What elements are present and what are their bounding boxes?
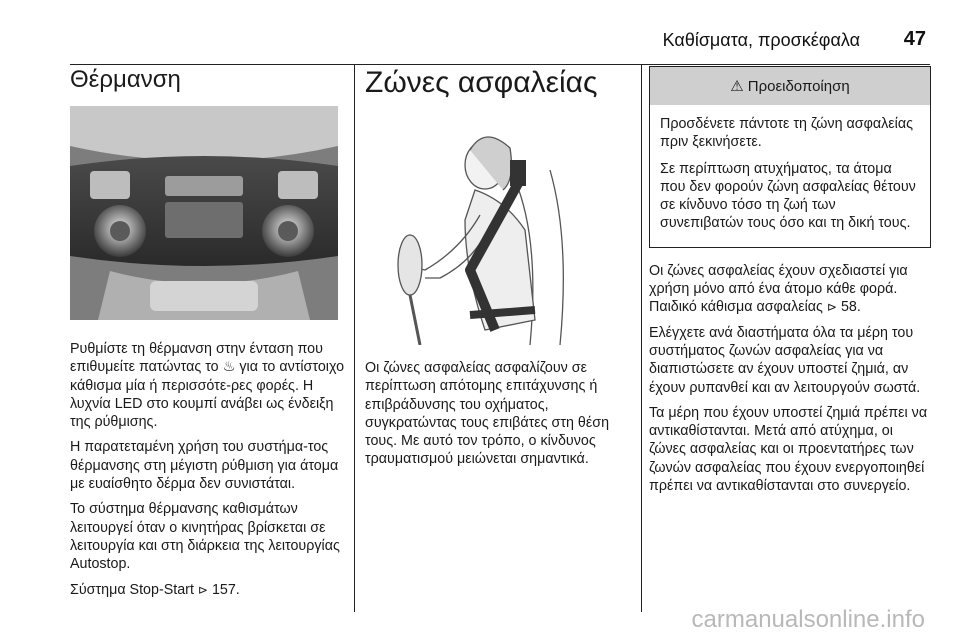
belt-replacement-text: Τα μέρη που έχουν υποστεί ζημιά πρέπει να αντικαθίστανται. Μετά από ατύχημα, οι ζώνες ασφαλείας και οι προεντατήρες των ζωνών ασφαλείας που έχουν ενεργοποιηθεί πρέπει να αντικαθίστανται στο συνεργείο. — [649, 404, 928, 495]
column-divider-2 — [641, 65, 642, 612]
reference-arrow-icon: ⊳ — [197, 582, 208, 597]
seat-belt-intro: Οι ζώνες ασφαλείας ασφαλίζουν σε περίπτωση απότομης επιτάχυνσης ή επιβράδυνσης του οχήματος, συγκρατώντας τους επιβάτες στη θέση τους. Με αυτό τον τρόπο, ο κίνδυνος τραυματισμού μειώνεται σημαντικά. — [365, 360, 610, 468]
reference-page[interactable]: 58. — [840, 299, 861, 316]
warning-title: Προειδοποίηση — [747, 77, 850, 95]
warning-box — [649, 66, 931, 248]
belt-inspection-text: Ελέγχετε ανά διαστήματα όλα τα μέρη του συστήματος ζωνών ασφαλείας για να διαπιστώσετε αν έχουν υποστεί ζημιά, αν έχουν ρυπανθεί και αν λειτουργούν σωστά. — [649, 324, 921, 396]
warning-body — [650, 105, 930, 247]
page-number: 47 — [903, 28, 926, 50]
heating-instructions: Ρυθμίστε τη θέρμανση στην ένταση που επιθυμείτε πατώντας το ♨ για το αντίστοιχο κάθισμα μία ή περισσότε-ρες φορές. Η λυχνία LED στο κουμπί ανάβει ως ένδειξη της ρύθμισης. — [70, 341, 345, 431]
warning-text-2: Σε περίπτωση ατυχήματος, τα άτομα που δεν φορούν ζώνη ασφαλείας θέτουν σε κίνδυνο τόσο τη ζωή των συνεπιβατών τους όσο και τη δική τους. — [660, 160, 916, 232]
column-warning — [649, 66, 931, 502]
column-divider-1 — [354, 65, 355, 612]
heating-operation-text: Το σύστημα θέρμανσης καθισμάτων λειτουργεί όταν ο κινητήρας βρίσκεται σε λειτουργία και στη διάρκεια της λειτουργίας Autostop. — [70, 501, 340, 573]
column-heating — [70, 66, 345, 606]
reference-arrow-icon: ⊳ — [826, 300, 837, 315]
warning-header — [650, 67, 930, 105]
section-heading-heating: Θέρμανση — [70, 66, 181, 93]
warning-triangle-icon: ⚠ — [730, 78, 744, 95]
seat-heat-icon: ♨ — [222, 359, 236, 376]
reference-page[interactable]: 157. — [211, 581, 240, 598]
section-heading-seat-belts: Ζώνες ασφαλείας — [365, 66, 598, 99]
column-seat-belts — [365, 66, 635, 476]
watermark: carmanualsonline.info — [691, 606, 925, 633]
warning-text-1: Προσδένετε πάντοτε τη ζώνη ασφαλείας πριν ξεκινήσετε. — [660, 116, 913, 151]
stop-start-reference: Σύστημα Stop-Start ⊳ 157. — [70, 581, 240, 598]
heated-seat-buttons-photo — [70, 106, 338, 320]
header-rule — [70, 64, 930, 65]
belt-single-person-text: Οι ζώνες ασφαλείας έχουν σχεδιαστεί για χρήση μόνο από ένα άτομο κάθε φορά. Παιδικό κάθισμα ασφαλείας ⊳ 58. — [649, 262, 908, 316]
header-title: Καθίσματα, προσκέφαλα — [662, 30, 860, 50]
seat-belt-illustration — [365, 120, 633, 345]
heating-warning-text: Η παρατεταμένη χρήση του συστήμα-τος θέρμανσης στη μέγιστη ρύθμιση για άτομα με ευαίσθητο δέρμα δεν συνιστάται. — [70, 439, 339, 493]
